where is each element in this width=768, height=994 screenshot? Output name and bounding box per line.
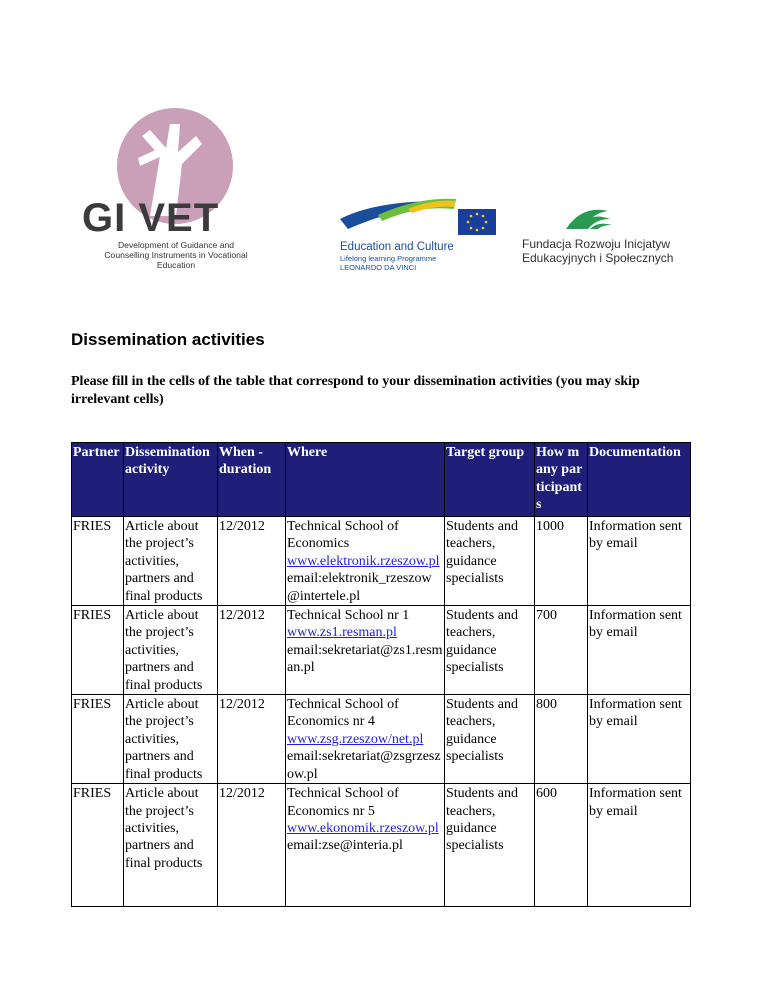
where-name: Technical School of Economics [287, 519, 399, 552]
header-documentation: Documentation [588, 443, 691, 517]
cell-participants: 1000 [535, 517, 588, 606]
where-link[interactable]: www.zs1.resman.pl [287, 625, 397, 641]
cell-partner: FRIES [72, 606, 124, 695]
cell-where [286, 784, 445, 907]
cell-activity: Article about the project’s activities, partners and final products [124, 784, 218, 907]
cell-activity: Article about the project’s activities, partners and final products [124, 517, 218, 606]
eu-text [340, 240, 454, 272]
header-participants: How many participants [535, 443, 588, 517]
header-partner: Partner [72, 443, 124, 517]
cell-target: Students and teachers, guidance specialists [445, 784, 535, 907]
cell-documentation: Information sent by email [588, 517, 691, 606]
eu-sub1: Lifelong learning Programme [340, 254, 437, 263]
where-email: email:zse@interia.pl [287, 838, 403, 854]
givet-title: GI VET [82, 196, 220, 240]
where-email: email:sekretariat@zsgrzeszow.pl [287, 749, 441, 782]
eu-sub2: LEONARDO DA VINCI [340, 263, 417, 272]
where-email: email:sekretariat@zs1.resman.pl [287, 642, 443, 676]
logo-area [0, 0, 768, 300]
eu-title: Education and Culture [340, 241, 454, 253]
cell-where [286, 517, 445, 606]
intro-text: Please fill in the cells of the table that correspond to your dissemination activities (you may skip irrelevant cells) [71, 374, 640, 407]
where-name: Technical School nr 1 [287, 608, 410, 624]
table-row [72, 784, 691, 907]
where-name: Technical School of Economics nr 4 [287, 697, 399, 730]
cell-target: Students and teachers, guidance specialists [445, 695, 535, 784]
cell-documentation: Information sent by email [588, 784, 691, 907]
table-header-row [72, 443, 691, 517]
cell-documentation: Information sent by email [588, 695, 691, 784]
foundation-text [522, 237, 673, 265]
cell-where [286, 695, 445, 784]
cell-activity: Article about the project’s activities, partners and final products [124, 695, 218, 784]
page-title: Dissemination activities [71, 330, 265, 349]
givet-subtitle: Development of Guidance and Counselling Instruments in Vocational Education [104, 240, 248, 270]
cell-when: 12/2012 [218, 784, 286, 907]
table-row [72, 606, 691, 695]
header-where: Where [286, 443, 445, 517]
cell-activity: Article about the project’s activities, partners and final products [124, 606, 218, 695]
header-target: Target group [445, 443, 535, 517]
dissemination-table [71, 442, 691, 907]
cell-documentation: Information sent by email [588, 606, 691, 695]
where-name: Technical School of Economics nr 5 [287, 786, 399, 819]
table-row [72, 695, 691, 784]
cell-partner: FRIES [72, 695, 124, 784]
cell-participants: 800 [535, 695, 588, 784]
cell-target: Students and teachers, guidance specialists [445, 517, 535, 606]
foundation-line1: Fundacja Rozwoju Inicjatyw [522, 237, 671, 251]
header-when: When - duration [218, 443, 286, 517]
cell-partner: FRIES [72, 517, 124, 606]
cell-when: 12/2012 [218, 695, 286, 784]
where-link[interactable]: www.ekonomik.rzeszow.pl [287, 820, 439, 836]
table-row [72, 517, 691, 606]
cell-participants: 600 [535, 784, 588, 907]
foundation-line2: Edukacyjnych i Społecznych [522, 251, 674, 265]
cell-participants: 700 [535, 606, 588, 695]
cell-where [286, 606, 445, 695]
where-link[interactable]: www.zsg.rzeszow/net.pl [287, 731, 424, 747]
cell-target: Students and teachers, guidance specialists [445, 606, 535, 695]
cell-when: 12/2012 [218, 517, 286, 606]
header-activity: Dissemination activity [124, 443, 218, 517]
where-email: email:elektronik_rzeszow@intertele.pl [287, 571, 432, 604]
cell-when: 12/2012 [218, 606, 286, 695]
where-link[interactable]: www.elektronik.rzeszow.pl [287, 553, 440, 569]
cell-partner: FRIES [72, 784, 124, 907]
